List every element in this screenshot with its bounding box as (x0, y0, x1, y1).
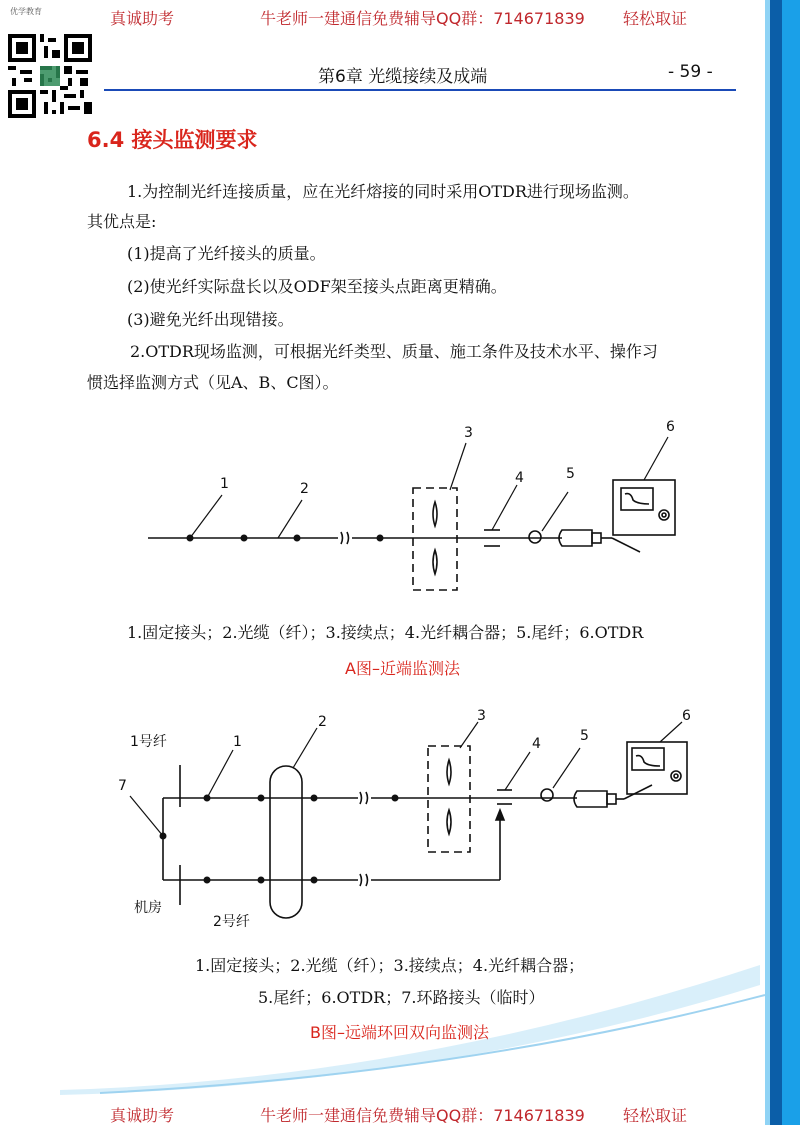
arrow-icon (496, 810, 504, 820)
label-2: 2 (300, 481, 309, 497)
otdr-cable-b (624, 785, 652, 799)
footer-left-text: 真诚助考 (110, 1106, 175, 1125)
bottom-banner (0, 1097, 770, 1125)
connector (559, 530, 592, 546)
label-6: 6 (666, 419, 675, 435)
label-b-5: 5 (580, 728, 589, 744)
side-stripe-dark (770, 0, 782, 1125)
otdr-box-b (627, 742, 687, 794)
label-4: 4 (515, 470, 524, 486)
paragraph-2-line-1: 2.OTDR现场监测，可根据光纤类型、质量、施工条件及技术水平、操作习 (130, 342, 658, 361)
otdr-trace (625, 494, 649, 504)
splice-fiber-bottom (433, 550, 437, 574)
top-banner (0, 0, 770, 28)
cable-loop (270, 766, 302, 918)
splice-fiber-top (433, 502, 437, 526)
paragraph-1-line-2: 其优点是: (87, 212, 157, 231)
break-mark (341, 532, 349, 544)
section-title: 6.4 接头监测要求 (87, 128, 258, 152)
list-item-3: (3)避免光纤出现错接。 (127, 310, 294, 329)
chapter-title: 第6章 光缆接续及成端 (318, 67, 488, 87)
pigtail-loop-b (541, 789, 553, 801)
page-number: - 59 - (668, 62, 713, 82)
label-b-6: 6 (682, 708, 691, 724)
room-label: 机房 (134, 900, 162, 916)
figure-a-caption: 1.固定接头；2.光缆（纤）；3.接续点；4.光纤耦合器；5.尾纤；6.OTDR (127, 623, 644, 642)
label-3: 3 (464, 425, 473, 441)
connector-tip (592, 533, 601, 543)
otdr-cable (612, 538, 640, 552)
header-rule (104, 89, 736, 91)
logo: 优学教育 (10, 7, 42, 16)
list-item-1: (1)提高了光纤接头的质量。 (127, 244, 326, 263)
figure-b-title: B图–远端环回双向监测法 (310, 1023, 489, 1042)
paragraph-1-line-1: 1.为控制光纤连接质量，应在光纤熔接的同时采用OTDR进行现场监测。 (127, 182, 639, 201)
connector-b (574, 791, 607, 807)
figure-b-caption-line-1: 1.固定接头；2.光缆（纤）；3.接续点；4.光纤耦合器； (195, 956, 585, 975)
banner-qq-text: 牛老师一建通信免费辅导QQ群：714671839 (260, 9, 585, 28)
label-b-4: 4 (532, 736, 541, 752)
decorative-wave (60, 955, 770, 1095)
label-b-1: 1 (233, 734, 242, 750)
figure-a-diagram (0, 410, 770, 610)
label-b-7: 7 (118, 778, 127, 794)
pigtail-loop (529, 531, 541, 543)
banner-left-text: 真诚助考 (110, 9, 175, 28)
figure-b-caption-line-2: 5.尾纤；6.OTDR；7.环路接头（临时） (258, 988, 545, 1007)
list-item-2: (2)使光纤实际盘长以及ODF架至接头点距离更精确。 (127, 277, 507, 296)
otdr-screen (621, 488, 653, 510)
label-5: 5 (566, 466, 575, 482)
label-b-3: 3 (477, 708, 486, 724)
label-b-2: 2 (318, 714, 327, 730)
fiber2-label: 2号纤 (213, 914, 250, 930)
footer-right-text: 轻松取证 (623, 1106, 688, 1125)
footer-qq-text: 牛老师一建通信免费辅导QQ群：714671839 (260, 1106, 585, 1125)
figure-a-title: A图–近端监测法 (345, 659, 460, 678)
figure-b-diagram (0, 700, 770, 930)
qr-code-icon (4, 30, 96, 122)
banner-right-text: 轻松取证 (623, 9, 688, 28)
paragraph-2-line-2: 惯选择监测方式（见A、B、C图）。 (87, 373, 339, 392)
fiber1-label: 1号纤 (130, 734, 167, 750)
label-1: 1 (220, 476, 229, 492)
